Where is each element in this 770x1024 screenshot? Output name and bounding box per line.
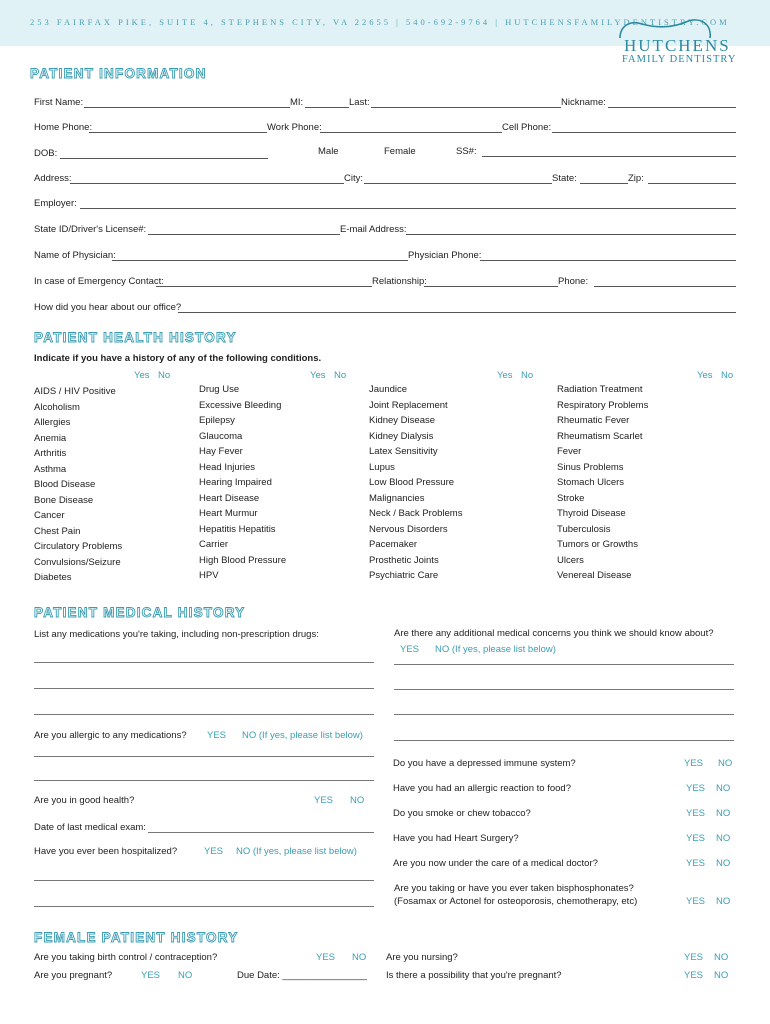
state-id-label: State ID/Driver's License#:: [34, 224, 147, 235]
cell-phone-field[interactable]: [552, 132, 736, 133]
condition-item: Carrier: [199, 539, 229, 550]
condition-item: Radiation Treatment: [557, 384, 643, 395]
condition-item: Heart Disease: [199, 492, 260, 504]
logo-name: HUTCHENS: [624, 36, 731, 55]
condition-item: Circulatory Problems: [34, 541, 123, 552]
condition-item: Convulsions/Seizure: [34, 556, 121, 568]
allergic-meds-label: Are you allergic to any medications?: [34, 730, 187, 741]
yes-header-4: Yes: [697, 370, 713, 381]
how-heard-label: How did you hear about our office?: [34, 302, 182, 313]
logo-subtitle: FAMILY DENTISTRY: [622, 54, 737, 65]
hospitalized-yes[interactable]: YES: [204, 846, 224, 857]
zip-field[interactable]: [648, 183, 736, 184]
emergency-contact-label: In case of Emergency Contact:: [34, 276, 164, 287]
phone-label: Phone:: [558, 276, 589, 287]
condition-item: Kidney Disease: [369, 415, 436, 426]
condition-item: Lupus: [369, 461, 395, 473]
medical-question: Have you had an allergic reaction to food?: [393, 783, 571, 794]
medical-question: Have you had Heart Surgery?: [393, 833, 519, 844]
condition-item: Kidney Dialysis: [369, 430, 434, 442]
condition-item: Venereal Disease: [557, 570, 632, 581]
additional-line-3[interactable]: [394, 714, 734, 715]
condition-item: Prosthetic Joints: [369, 554, 439, 566]
condition-item: Nervous Disorders: [369, 523, 448, 535]
additional-concerns-label: Are there any additional medical concerns you think we should know about?: [394, 628, 714, 639]
work-phone-label: Work Phone:: [267, 122, 322, 133]
condition-item: Fever: [557, 446, 582, 457]
address-label: Address:: [34, 173, 72, 184]
bisphosphonates-note: (Fosamax or Actonel for osteoporosis, chemotherapy, etc): [394, 896, 638, 907]
physician-label: Name of Physician:: [34, 250, 116, 261]
condition-item: Rheumatism Scarlet: [557, 430, 643, 442]
condition-item: Allergies: [34, 417, 71, 428]
condition-item: Tuberculosis: [557, 523, 611, 535]
hospitalized-label: Have you ever been hospitalized?: [34, 846, 178, 857]
condition-item: Ulcers: [557, 554, 584, 566]
allergic-meds-line-1[interactable]: [34, 756, 374, 757]
hospitalized-no[interactable]: NO (If yes, please list below): [236, 846, 357, 857]
medical-question: Do you smoke or chew tobacco?: [393, 808, 531, 819]
condition-item: AIDS / HIV Positive: [34, 386, 116, 397]
pregnant-no[interactable]: NO: [178, 970, 193, 981]
pregnant-label: Are you pregnant?: [34, 970, 113, 981]
birth-control-label: Are you taking birth control / contraception?: [34, 952, 218, 963]
medical-question-no[interactable]: NO: [716, 808, 731, 819]
no-header-1: No: [158, 370, 171, 381]
emergency-phone-field[interactable]: [594, 286, 736, 287]
allergic-meds-yes[interactable]: YES: [207, 730, 227, 741]
condition-item: Latex Sensitivity: [369, 446, 438, 457]
physician-phone-field[interactable]: [480, 260, 736, 261]
medical-question-yes[interactable]: YES: [686, 808, 706, 819]
section-title-female-history: FEMALE PATIENT HISTORY: [34, 930, 239, 945]
condition-item: Alcoholism: [34, 401, 80, 413]
allergic-meds-no[interactable]: NO (If yes, please list below): [242, 730, 363, 741]
condition-item: Anemia: [34, 432, 67, 444]
medical-question-yes[interactable]: YES: [686, 833, 706, 844]
zip-label: Zip:: [628, 173, 644, 184]
condition-item: Psychiatric Care: [369, 570, 439, 581]
state-field[interactable]: [580, 183, 628, 184]
relationship-label: Relationship:: [372, 276, 427, 287]
condition-item: Neck / Back Problems: [369, 508, 463, 519]
relationship-field[interactable]: [424, 286, 558, 287]
condition-item: Thyroid Disease: [557, 508, 626, 519]
dob-field[interactable]: [60, 158, 268, 159]
practice-address: 253 FAIRFAX PIKE, SUITE 4, STEPHENS CITY, VA 22655 | 540-692-9764 | HUTCHENSFAMILYDENTISTRY.COM: [30, 17, 730, 27]
no-header-4: No: [721, 370, 734, 381]
possibility-no[interactable]: NO: [714, 970, 729, 981]
pregnancy-possibility-label: Is there a possibility that you're pregnant?: [386, 970, 562, 981]
home-phone-field[interactable]: [89, 132, 267, 133]
due-date-label: Due Date: ________________: [237, 970, 367, 981]
additional-line-4[interactable]: [394, 740, 734, 741]
medications-line-2[interactable]: [34, 688, 374, 689]
condition-item: High Blood Pressure: [199, 554, 287, 566]
medical-question-yes[interactable]: YES: [686, 783, 706, 794]
mi-field[interactable]: [305, 107, 349, 108]
condition-item: Rheumatic Fever: [557, 415, 630, 426]
medical-question: Do you have a depressed immune system?: [393, 758, 576, 769]
additional-yes[interactable]: YES: [400, 644, 420, 655]
yes-header-1: Yes: [134, 370, 150, 381]
how-heard-field[interactable]: [178, 312, 736, 313]
no-header-3: No: [521, 370, 534, 381]
condition-item: Hay Fever: [199, 446, 243, 457]
bisphosphonates-label: Are you taking or have you ever taken bisphosphonates?: [394, 883, 634, 894]
pregnant-yes[interactable]: YES: [141, 970, 161, 981]
condition-item: Tumors or Growths: [557, 539, 638, 550]
medical-question-no[interactable]: NO: [716, 783, 731, 794]
home-phone-label: Home Phone:: [34, 122, 93, 133]
last-exam-field[interactable]: [148, 832, 374, 833]
condition-item: Asthma: [34, 463, 67, 475]
medical-question-yes[interactable]: YES: [684, 758, 704, 769]
last-exam-label: Date of last medical exam:: [34, 822, 146, 833]
hospitalized-line-2[interactable]: [34, 906, 374, 907]
email-label: E-mail Address:: [340, 224, 407, 235]
medical-question-no[interactable]: NO: [718, 758, 733, 769]
bisphosphonates-yes[interactable]: YES: [686, 896, 706, 907]
city-label: City:: [344, 173, 363, 184]
cell-phone-label: Cell Phone:: [502, 122, 552, 133]
condition-item: Blood Disease: [34, 479, 96, 490]
no-header-2: No: [334, 370, 347, 381]
ss-label: SS#:: [456, 146, 477, 157]
nickname-field[interactable]: [608, 107, 736, 108]
state-label: State:: [552, 173, 577, 184]
birth-control-yes[interactable]: YES: [316, 952, 336, 963]
physician-phone-label: Physician Phone:: [408, 250, 482, 261]
practice-logo: [612, 18, 752, 68]
nursing-no[interactable]: NO: [714, 952, 729, 963]
condition-item: Glaucoma: [199, 430, 243, 442]
yes-header-2: Yes: [310, 370, 326, 381]
good-health-label: Are you in good health?: [34, 795, 135, 806]
yes-header-3: Yes: [497, 370, 513, 381]
physician-field[interactable]: [112, 260, 408, 261]
male-option[interactable]: Male: [318, 146, 339, 157]
city-field[interactable]: [364, 183, 552, 184]
condition-item: Stomach Ulcers: [557, 477, 625, 488]
health-history-instruction: Indicate if you have a history of any of the following conditions.: [34, 353, 322, 364]
work-phone-field[interactable]: [320, 132, 502, 133]
possibility-yes[interactable]: YES: [684, 970, 704, 981]
birth-control-no[interactable]: NO: [352, 952, 367, 963]
condition-item: Excessive Bleeding: [199, 399, 282, 411]
condition-item: Heart Murmur: [199, 508, 258, 519]
bisphosphonates-no[interactable]: NO: [716, 896, 731, 907]
section-title-medical-history: PATIENT MEDICAL HISTORY: [34, 605, 246, 620]
dob-label: DOB:: [34, 148, 58, 159]
condition-item: Cancer: [34, 510, 65, 521]
condition-item: Chest Pain: [34, 525, 81, 537]
last-name-field[interactable]: [371, 107, 561, 108]
medications-line-3[interactable]: [34, 714, 374, 715]
medical-question-yes[interactable]: YES: [686, 858, 706, 869]
hospitalized-line-1[interactable]: [34, 880, 374, 881]
condition-item: Hepatitis Hepatitis: [199, 523, 276, 535]
condition-item: Stroke: [557, 492, 585, 504]
emergency-contact-field[interactable]: [156, 286, 372, 287]
condition-item: Sinus Problems: [557, 461, 624, 473]
ss-field[interactable]: [482, 156, 736, 157]
good-health-no[interactable]: NO: [350, 795, 365, 806]
condition-item: Hearing Impaired: [199, 477, 272, 488]
condition-item: HPV: [199, 570, 219, 581]
additional-line-2[interactable]: [394, 689, 734, 690]
condition-item: Epilepsy: [199, 415, 235, 426]
condition-item: Diabetes: [34, 572, 72, 583]
condition-item: Joint Replacement: [369, 399, 448, 411]
condition-item: Jaundice: [369, 384, 408, 395]
medical-question-no[interactable]: NO: [716, 833, 731, 844]
nursing-yes[interactable]: YES: [684, 952, 704, 963]
nickname-label: Nickname:: [561, 97, 606, 108]
email-field[interactable]: [406, 234, 736, 235]
first-name-field[interactable]: [84, 107, 290, 108]
first-name-label: First Name:: [34, 97, 84, 108]
condition-item: Head Injuries: [199, 461, 255, 473]
condition-item: Bone Disease: [34, 494, 94, 506]
employer-field[interactable]: [80, 208, 736, 209]
good-health-yes[interactable]: YES: [314, 795, 334, 806]
condition-item: Malignancies: [369, 492, 425, 504]
condition-item: Pacemaker: [369, 539, 418, 550]
medications-line-1[interactable]: [34, 662, 374, 663]
medical-question-no[interactable]: NO: [716, 858, 731, 869]
additional-no[interactable]: NO (If yes, please list below): [435, 644, 556, 655]
medications-label: List any medications you're taking, including non-prescription drugs:: [34, 629, 319, 640]
condition-item: Respiratory Problems: [557, 399, 649, 411]
mi-label: MI:: [290, 97, 304, 108]
allergic-meds-line-2[interactable]: [34, 780, 374, 781]
last-name-label: Last:: [349, 97, 370, 108]
section-title-patient-information: PATIENT INFORMATION: [30, 66, 207, 81]
female-option[interactable]: Female: [384, 146, 416, 157]
additional-line-1[interactable]: [394, 664, 734, 665]
section-title-health-history: PATIENT HEALTH HISTORY: [34, 330, 237, 345]
condition-item: Arthritis: [34, 448, 67, 459]
employer-label: Employer:: [34, 198, 77, 209]
condition-item: Drug Use: [199, 384, 240, 395]
address-field[interactable]: [70, 183, 344, 184]
condition-item: Low Blood Pressure: [369, 477, 455, 488]
nursing-label: Are you nursing?: [386, 952, 458, 963]
state-id-field[interactable]: [148, 234, 340, 235]
medical-question: Are you now under the care of a medical doctor?: [393, 858, 598, 869]
